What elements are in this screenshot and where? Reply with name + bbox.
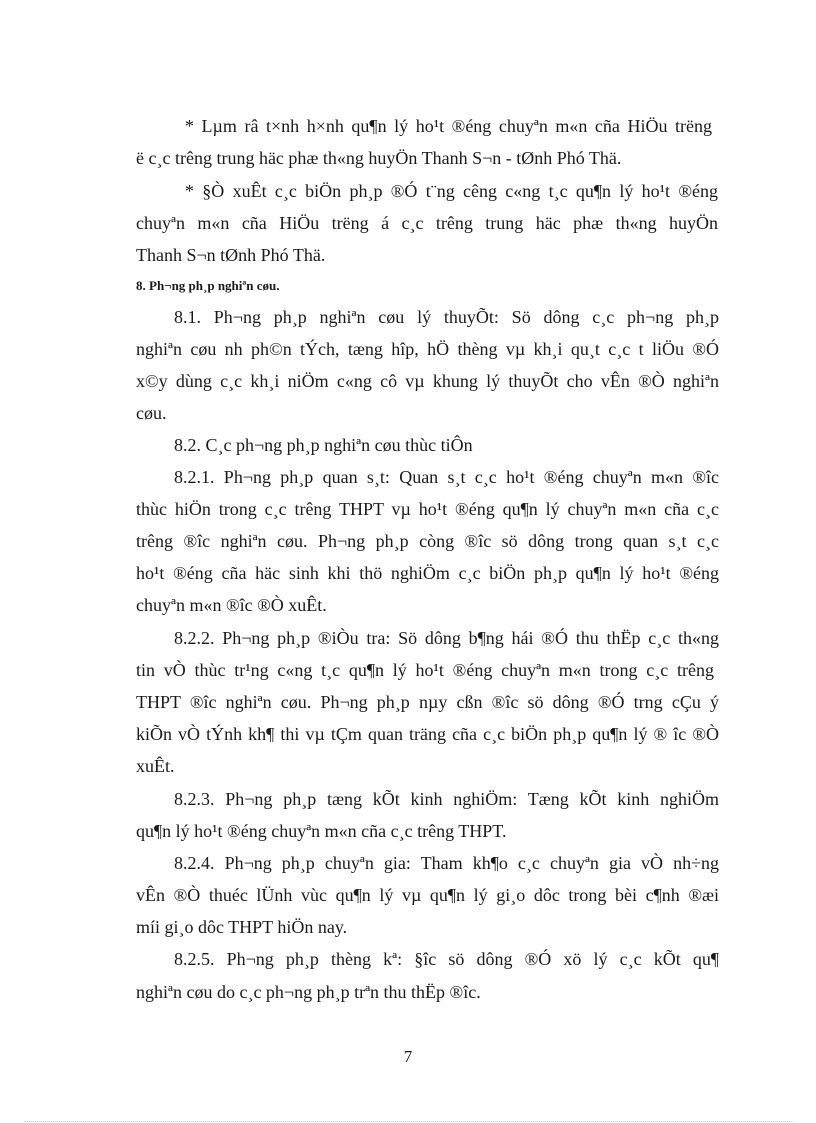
paragraph-line: cøu.: [136, 403, 167, 423]
paragraph-line: * Lµm râ t×nh h×nh qu¶n lý ho¹t ®éng chuyªn m«n cña HiÖu trëng: [185, 116, 712, 136]
paragraph-line: ë c¸c trêng trung häc phæ th«ng huyÖn Thanh S¬n - tØnh Phó Thä.: [136, 148, 622, 168]
paragraph-line: nghiªn cøu do c¸c ph¬ng ph¸p trªn thu thËp ®îc.: [136, 982, 481, 1002]
paragraph-line: 8.1. Ph¬ng ph¸p nghiªn cøu lý thuyÕt: Sö dông c¸c ph¬ng ph¸p: [174, 307, 719, 327]
paragraph-line: 8.2.1. Ph¬ng ph¸p quan s¸t: Quan s¸t c¸c ho¹t ®éng chuyªn m«n ®îc: [174, 467, 719, 487]
paragraph-line: x©y dùng c¸c kh¸i niÖm c«ng cô vµ khung lý thuyÕt cho vÊn ®Ò nghiªn: [136, 371, 719, 391]
paragraph-line: 8.2.5. Ph¬ng ph¸p thèng kª: §îc sö dông ®Ó xö lý c¸c kÕt qu¶: [174, 949, 719, 969]
paragraph-line: xuÊt.: [136, 756, 175, 776]
paragraph-line: tin vÒ thùc tr¹ng c«ng t¸c qu¶n lý ho¹t ®éng chuyªn m«n trong c¸c trêng: [136, 660, 714, 680]
paragraph-line: 8.2.2. Ph¬ng ph¸p ®iÒu tra: Sö dông b¶ng hái ®Ó thu thËp c¸c th«ng: [174, 628, 719, 648]
page-number: 7: [403, 1047, 413, 1066]
paragraph-line: vÊn ®Ò thuéc lÜnh vùc qu¶n lý vµ qu¶n lý gi¸o dôc trong bèi c¶nh ®æi: [136, 885, 719, 905]
paragraph-line: 8.2.3. Ph¬ng ph¸p tæng kÕt kinh nghiÖm: Tæng kÕt kinh nghiÖm: [174, 789, 719, 809]
paragraph-line: Thanh S¬n tØnh Phó Thä.: [136, 245, 326, 265]
subsection-heading: 8.2. C¸c ph¬ng ph¸p nghiªn cøu thùc tiÔn: [174, 435, 473, 455]
paragraph-line: nghiªn cøu nh ph©n tÝch, tæng hîp, hÖ thèng vµ kh¸i qu¸t c¸c t liÖu ®Ó: [136, 339, 719, 359]
section-heading: 8. Ph¬ng ph¸p nghiªn cøu.: [136, 278, 280, 293]
paragraph-line: THPT ®îc nghiªn cøu. Ph¬ng ph¸p nµy cßn ®îc sö dông ®Ó trng cÇu ý: [136, 692, 719, 712]
paragraph-line: ho¹t ®éng cña häc sinh khi thö nghiÖm c¸c biÖn ph¸p qu¶n lý ho¹t ®éng: [136, 563, 719, 583]
paragraph-line: * §Ò xuÊt c¸c biÖn ph¸p ®Ó t¨ng cêng c«ng t¸c qu¶n lý ho¹t ®éng: [185, 181, 718, 201]
paragraph-line: kiÕn vÒ tÝnh kh¶ thi vµ tÇm quan träng cña c¸c biÖn ph¸p qu¶n lý ® îc ®Ò: [136, 724, 719, 744]
paragraph-line: chuyªn m«n ®îc ®Ò xuÊt.: [136, 595, 327, 615]
paragraph-line: 8.2.4. Ph¬ng ph¸p chuyªn gia: Tham kh¶o c¸c chuyªn gia vÒ nh÷ng: [174, 853, 719, 873]
paragraph-line: thùc hiÖn trong c¸c trêng THPT vµ ho¹t ®éng qu¶n lý chuyªn m«n cña c¸c: [136, 499, 719, 519]
paragraph-line: qu¶n lý ho¹t ®éng chuyªn m«n cña c¸c trêng THPT.: [136, 821, 507, 841]
paragraph-line: trêng ®îc nghiªn cøu. Ph¬ng ph¸p còng ®îc sö dông trong quan s¸t c¸c: [136, 531, 719, 551]
paragraph-line: chuyªn m«n cña HiÖu trëng á c¸c trêng trung häc phæ th«ng huyÖn: [136, 213, 718, 233]
footer-divider: [24, 1121, 794, 1122]
paragraph-line: míi gi¸o dôc THPT hiÖn nay.: [136, 917, 348, 937]
